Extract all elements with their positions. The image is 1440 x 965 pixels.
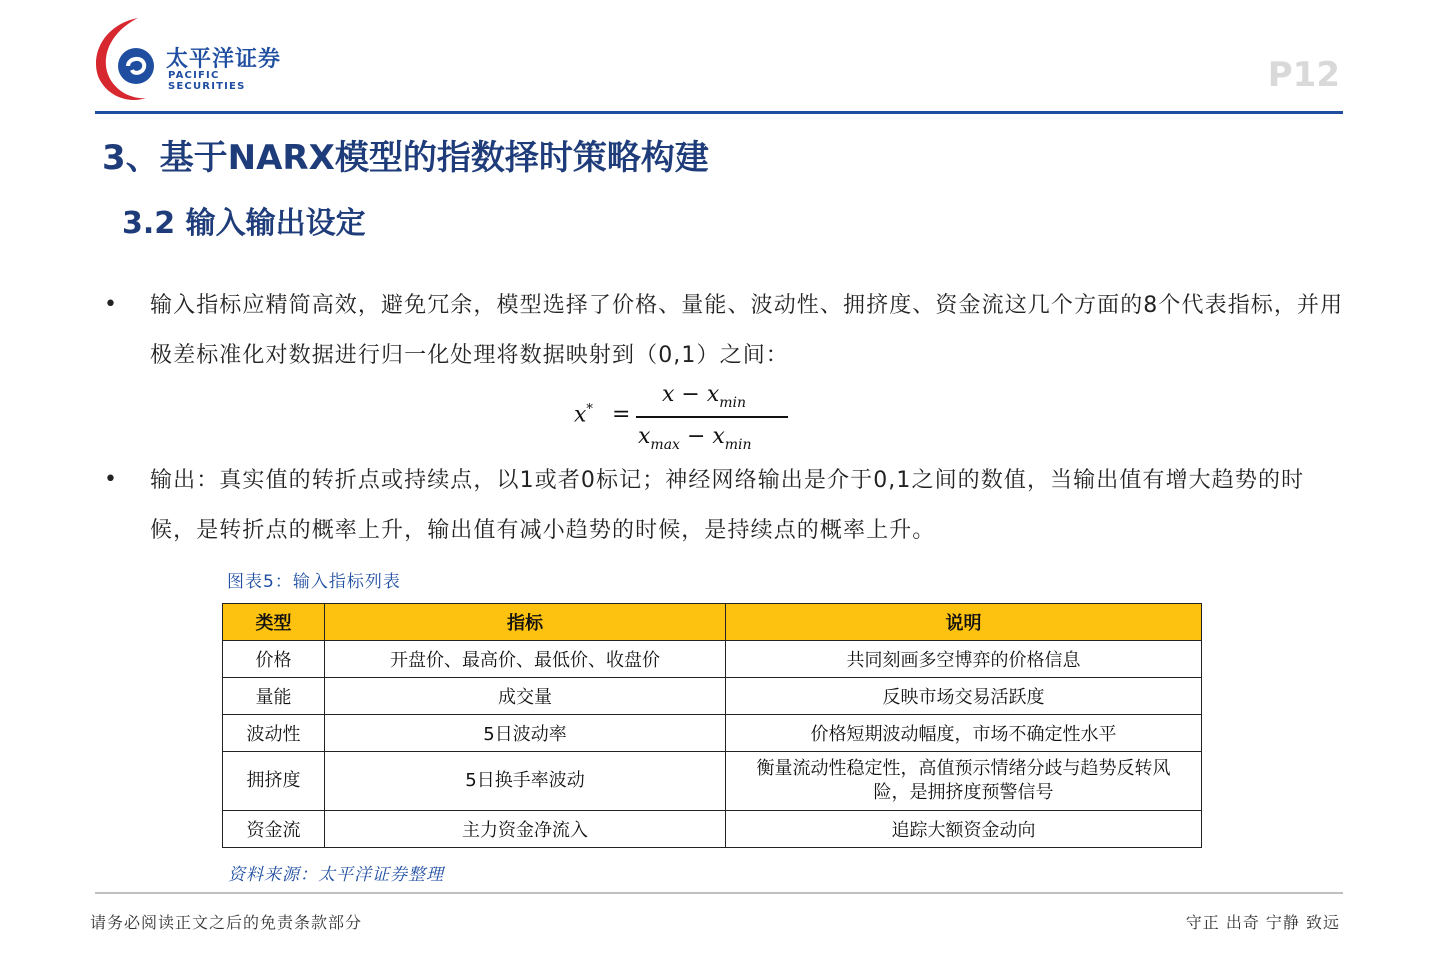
bullet-marker: • <box>104 467 117 492</box>
bullet-input-text: 输入指标应精简高效，避免冗余，模型选择了价格、量能、波动性、拥挤度、资金流这几个方面的8个代表指标，并用极差标准化对数据进行归一化处理将数据映射到（0,1）之间： <box>150 293 1344 368</box>
header-description: 说明 <box>726 604 1202 641</box>
footer-disclaimer: 请务必阅读正文之后的免责条款部分 <box>90 913 363 932</box>
cell-indicator: 5日波动率 <box>325 715 726 752</box>
data-source-note: 资料来源：太平洋证券整理 <box>228 865 444 885</box>
cell-type: 拥挤度 <box>223 752 325 811</box>
cell-type: 价格 <box>223 641 325 678</box>
formula-numerator: $x - x_{min}$ <box>662 382 747 411</box>
cell-indicator: 成交量 <box>325 678 726 715</box>
table-row <box>223 752 1202 811</box>
pacific-logo-icon <box>88 14 168 104</box>
header-type: 类型 <box>223 604 325 641</box>
table-row <box>223 811 1202 848</box>
cell-description: 追踪大额资金动向 <box>726 811 1202 848</box>
page-number: P12 <box>1267 55 1340 95</box>
footer-motto: 守正 出奇 宁静 致远 <box>1185 913 1340 932</box>
table-row <box>223 715 1202 752</box>
cell-type: 资金流 <box>223 811 325 848</box>
company-logo <box>88 14 298 104</box>
table-caption: 图表5：输入指标列表 <box>227 572 401 592</box>
table-header-row <box>223 604 1202 641</box>
logo-english-name: PACIFIC SECURITIES <box>168 70 246 92</box>
cell-description: 反映市场交易活跃度 <box>726 678 1202 715</box>
table-row <box>223 641 1202 678</box>
normalization-formula <box>574 382 794 454</box>
header-divider <box>95 111 1343 114</box>
cell-description: 共同刻画多空博弈的价格信息 <box>726 641 1202 678</box>
formula-equals: = <box>612 402 631 427</box>
cell-description: 价格短期波动幅度，市场不确定性水平 <box>726 715 1202 752</box>
fraction-bar <box>636 416 788 418</box>
formula-lhs: x* <box>574 402 593 428</box>
subsection-title: 3.2 输入输出设定 <box>122 206 366 241</box>
footer-divider <box>95 892 1343 894</box>
formula-denominator: $x_{max} - x_{min}$ <box>638 424 752 453</box>
cell-description: 衡量流动性稳定性，高值预示情绪分歧与趋势反转风险，是拥挤度预警信号 <box>726 752 1202 811</box>
table-row <box>223 678 1202 715</box>
cell-indicator: 5日换手率波动 <box>325 752 726 811</box>
bullet-output-text: 输出：真实值的转折点或持续点，以1或者0标记；神经网络输出是介于0,1之间的数值，当输出值有增大趋势的时候，是转折点的概率上升，输出值有减小趋势的时候，是持续点的概率上升。 <box>150 468 1305 543</box>
cell-indicator: 开盘价、最高价、最低价、收盘价 <box>325 641 726 678</box>
cell-type: 波动性 <box>223 715 325 752</box>
cell-type: 量能 <box>223 678 325 715</box>
cell-indicator: 主力资金净流入 <box>325 811 726 848</box>
logo-chinese-name: 太平洋证券 <box>166 47 282 72</box>
bullet-marker: • <box>104 292 117 317</box>
section-title: 3、基于NARX模型的指数择时策略构建 <box>102 138 709 178</box>
input-indicator-table <box>222 603 1202 848</box>
header-indicator: 指标 <box>325 604 726 641</box>
